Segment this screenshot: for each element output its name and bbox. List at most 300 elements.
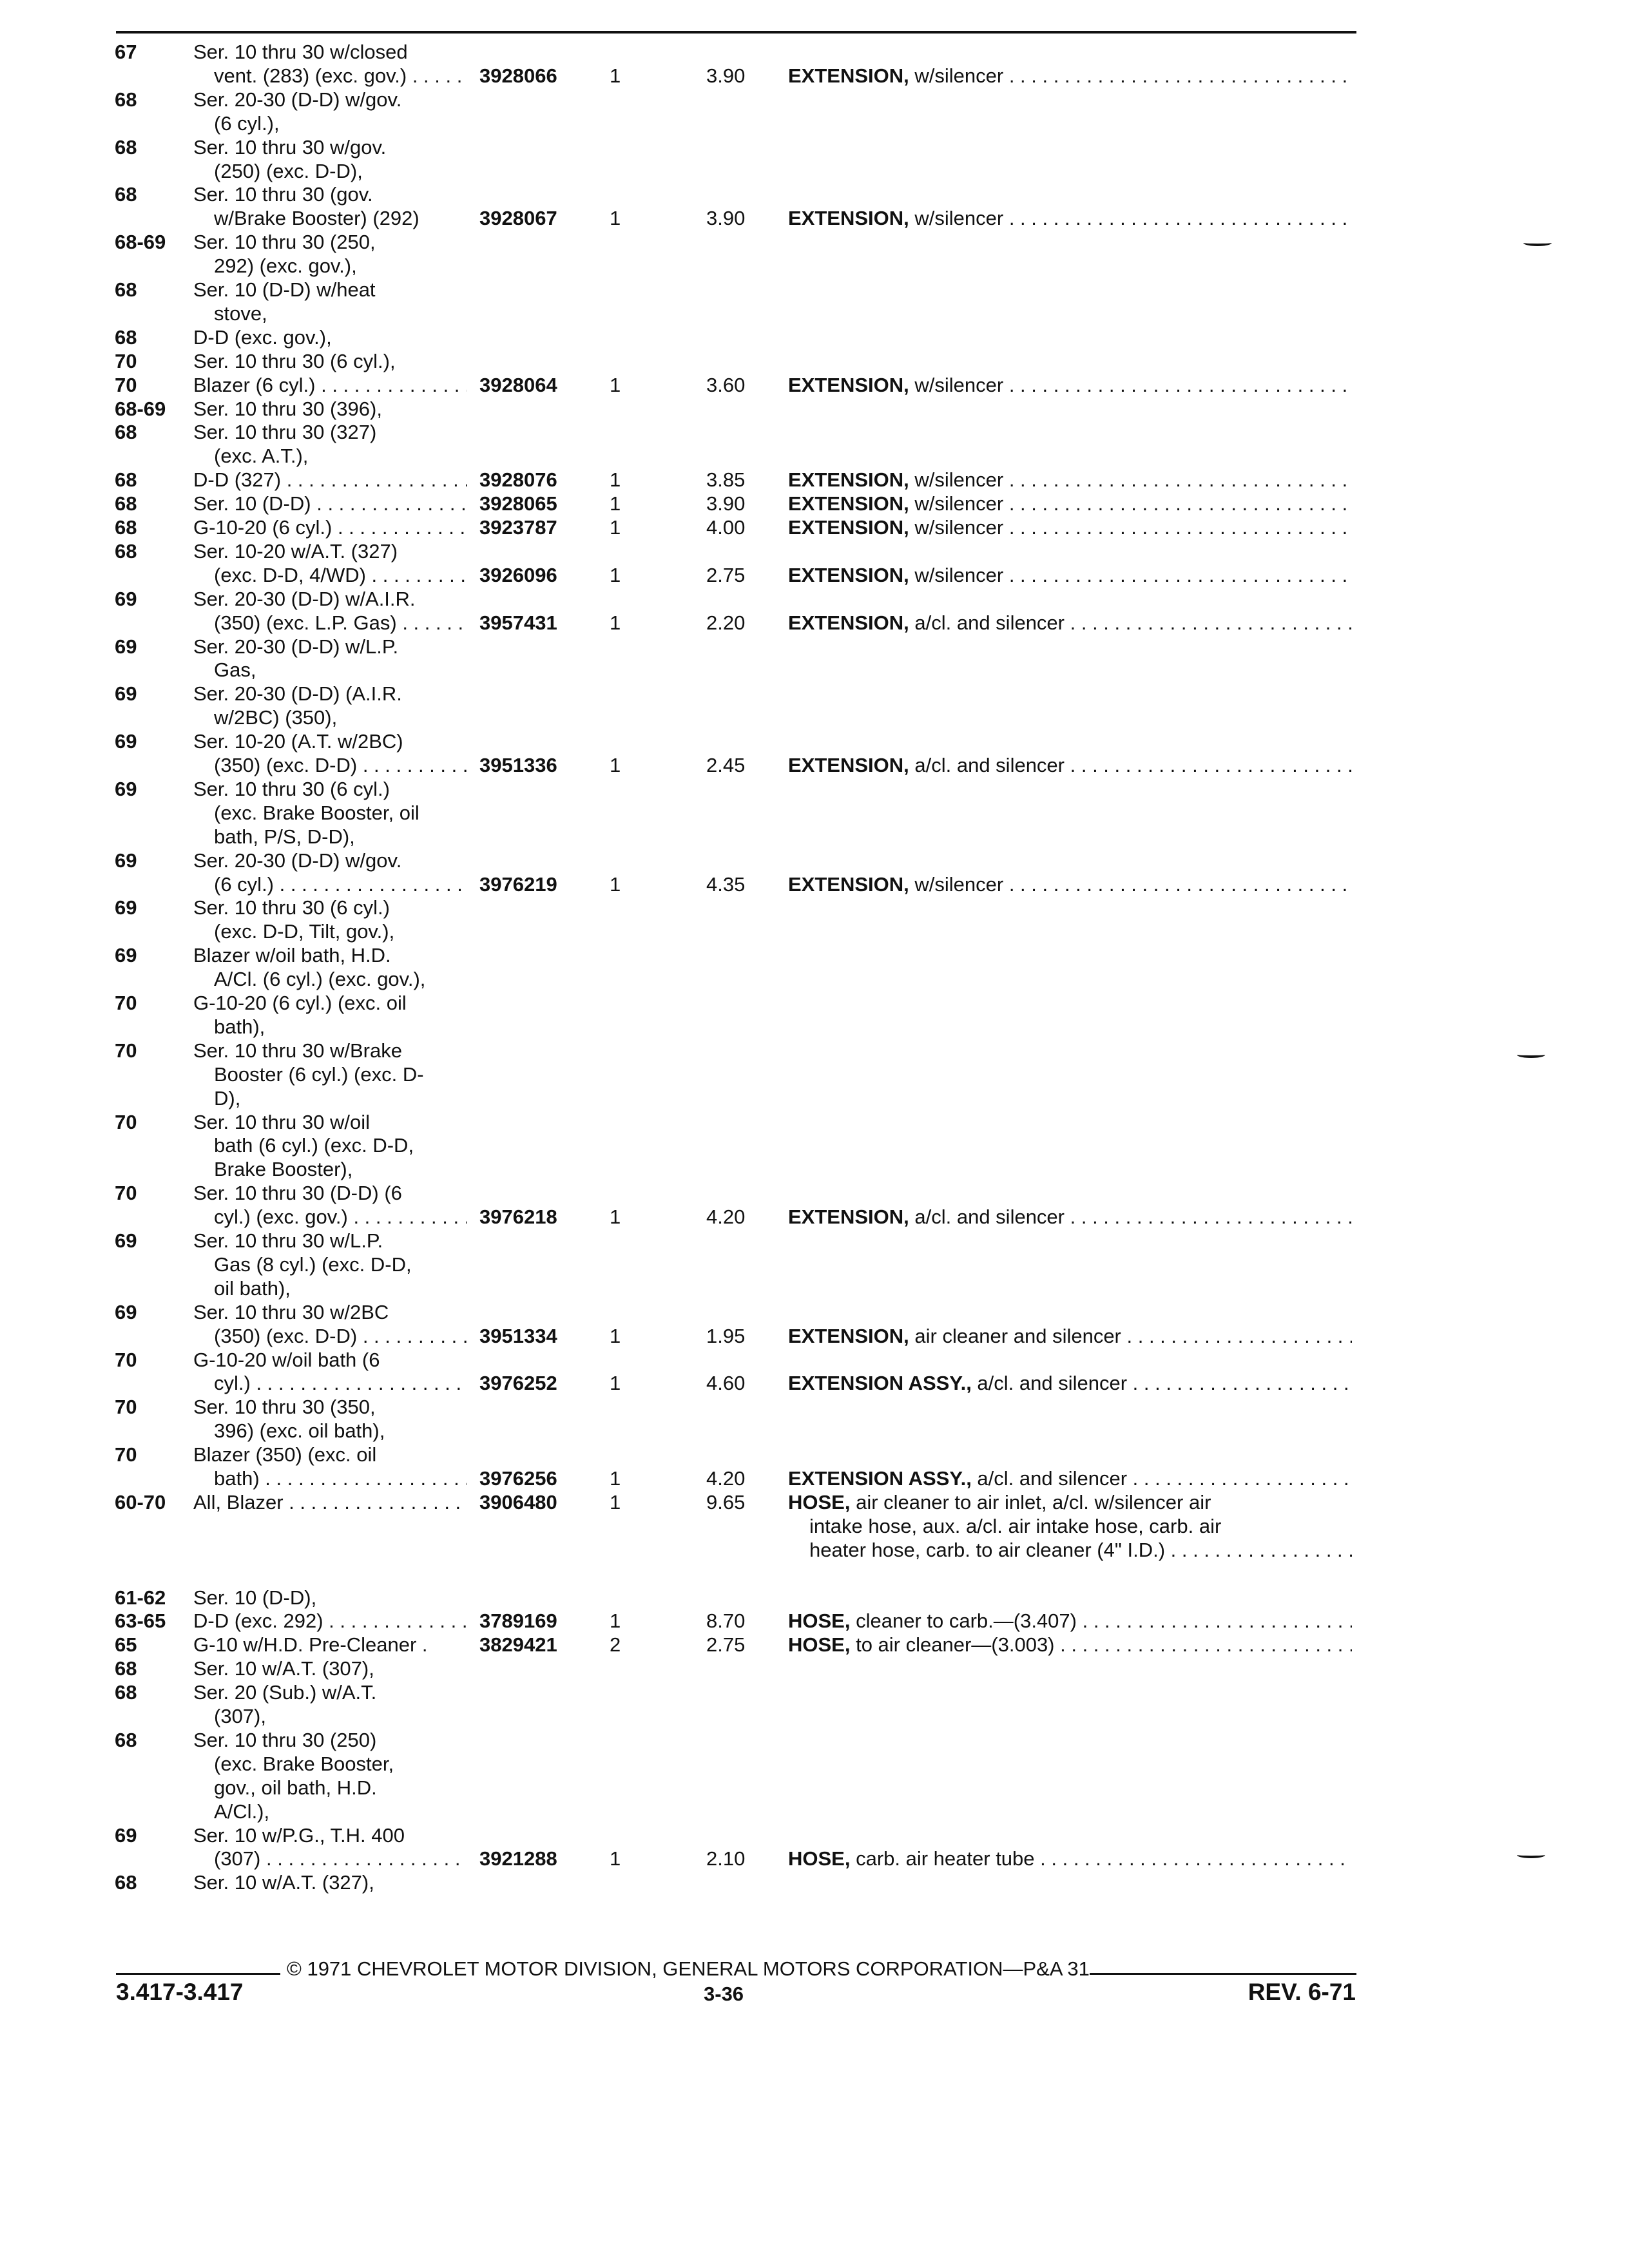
application-description: Ser. 10 thru 30 (6 cyl.),	[193, 349, 396, 372]
application-description: D-D (exc. 292) . . .	[193, 1609, 467, 1633]
entry-line	[0, 753, 1629, 777]
part-number: 3976219	[479, 872, 557, 896]
part-name-keyword: HOSE,	[788, 1490, 851, 1514]
part-name	[788, 1633, 1352, 1657]
part-name	[788, 468, 1352, 492]
price: 4.00	[706, 516, 746, 539]
price: 2.10	[706, 1847, 746, 1870]
application-description-continued: A/Cl.),	[214, 1800, 270, 1823]
entry-line	[0, 729, 1629, 753]
quantity: 1	[610, 1324, 621, 1347]
model-year: 68	[115, 183, 137, 206]
application-description: Ser. 10 thru 30 w/gov.	[193, 135, 387, 159]
model-year: 65	[115, 1633, 137, 1657]
price: 4.35	[706, 872, 746, 896]
application-description: All, Blazer . . .	[193, 1490, 467, 1514]
application-description: Ser. 10 w/A.T. (307),	[193, 1657, 374, 1680]
entry-line	[0, 302, 1629, 325]
model-year: 69	[115, 730, 137, 753]
quantity: 1	[610, 872, 621, 896]
application-description: G-10-20 w/oil bath (6	[193, 1348, 380, 1371]
part-name	[788, 1205, 1352, 1229]
entry-line	[0, 1039, 1629, 1062]
application-description: Ser. 10 thru 30 (6 cyl.)	[193, 777, 390, 800]
part-name-keyword: EXTENSION,	[788, 64, 909, 87]
model-year: 70	[115, 992, 137, 1014]
quantity: 1	[610, 1610, 621, 1633]
entry-line	[0, 159, 1629, 183]
entry-line	[0, 40, 1629, 64]
model-year: 67	[115, 41, 137, 63]
model-year: 63-65	[115, 1610, 166, 1633]
entry-line	[0, 206, 1629, 230]
entry-line	[0, 539, 1629, 563]
model-year: 68	[115, 1657, 137, 1680]
application-description: Ser. 10 (D-D) . . .	[193, 492, 467, 515]
part-name-detail: w/silencer	[909, 516, 1004, 539]
quantity: 1	[610, 563, 621, 586]
margin-tick-mark	[1523, 240, 1552, 246]
part-name-keyword: EXTENSION,	[788, 373, 909, 396]
part-name	[788, 753, 1352, 777]
application-description: Blazer (6 cyl.) . . .	[193, 373, 467, 397]
price: 1.95	[706, 1324, 746, 1347]
entry-line	[0, 1205, 1629, 1229]
model-year: 70	[115, 1443, 137, 1466]
quantity: 1	[610, 1372, 621, 1395]
entry-line	[0, 1110, 1629, 1134]
part-number: 3928064	[479, 373, 557, 396]
quantity: 1	[610, 64, 621, 87]
part-name-detail: air cleaner and silencer	[909, 1324, 1121, 1347]
entry-line	[0, 1800, 1629, 1823]
model-year: 70	[115, 1348, 137, 1371]
entry-line	[0, 1704, 1629, 1728]
application-description-continued: D),	[214, 1086, 241, 1110]
part-name	[788, 373, 1352, 397]
application-description: Ser. 10 w/P.G., T.H. 400	[193, 1823, 405, 1847]
entry-line	[0, 1609, 1629, 1633]
part-name-detail: cleaner to carb.—(3.407)	[850, 1610, 1077, 1633]
application-description-continued: (307) . . .	[214, 1847, 467, 1870]
quantity: 1	[610, 1490, 621, 1514]
entry-line	[0, 444, 1629, 468]
model-year: 68	[115, 492, 137, 515]
model-year: 70	[115, 1182, 137, 1205]
part-name	[788, 492, 1352, 515]
entry-line	[0, 1680, 1629, 1704]
part-number: 3928067	[479, 207, 557, 230]
part-name	[788, 206, 1352, 230]
copyright-line	[116, 1957, 1356, 1981]
application-description: Ser. 10 thru 30 w/Brake	[193, 1039, 402, 1062]
entry-line	[0, 1870, 1629, 1894]
part-name-detail: w/silencer	[909, 492, 1004, 515]
entry-line	[0, 1633, 1629, 1657]
entry-line	[0, 1586, 1629, 1610]
part-name-keyword: EXTENSION,	[788, 516, 909, 539]
application-description: Ser. 20-30 (D-D) w/gov.	[193, 849, 402, 872]
application-description: Blazer (350) (exc. oil	[193, 1443, 377, 1466]
entry-line	[0, 1371, 1629, 1395]
part-name-keyword: EXTENSION ASSY.,	[788, 1467, 972, 1490]
quantity: 1	[610, 611, 621, 634]
part-number: 3928076	[479, 468, 557, 492]
entry-line	[0, 1823, 1629, 1847]
model-year: 68	[115, 88, 137, 111]
application-description-continued: bath),	[214, 1015, 265, 1038]
part-name-continued: heater hose, carb. to air cleaner (4" I.D.) . . .	[809, 1538, 1352, 1562]
application-description-continued: cyl.) (exc. gov.) . . .	[214, 1205, 467, 1229]
application-description: Ser. 10 thru 30 (250,	[193, 231, 376, 254]
part-name-continued: intake hose, aux. a/cl. air intake hose, carb. air	[809, 1514, 1222, 1537]
entry-line	[0, 967, 1629, 991]
entry-line	[0, 254, 1629, 278]
model-year: 68-69	[115, 231, 166, 254]
quantity: 1	[610, 1206, 621, 1229]
application-description-continued: (exc. D-D, Tilt, gov.),	[214, 920, 395, 943]
entry-line	[0, 492, 1629, 515]
part-name	[788, 64, 1352, 88]
application-description-continued: A/Cl. (6 cyl.) (exc. gov.),	[214, 968, 426, 991]
part-number: 3921288	[479, 1847, 557, 1870]
entry-line	[0, 587, 1629, 611]
application-description: Ser. 20 (Sub.) w/A.T.	[193, 1681, 377, 1704]
part-name-detail: air cleaner to air inlet, a/cl. w/silencer air	[850, 1490, 1211, 1514]
entry-line	[0, 349, 1629, 373]
model-year: 69	[115, 587, 137, 610]
application-description-continued: (exc. D-D, 4/WD) . . .	[214, 563, 467, 587]
entry-line	[0, 1300, 1629, 1324]
application-description-continued: (350) (exc. D-D) . . .	[214, 753, 467, 777]
model-year: 69	[115, 1300, 137, 1323]
part-name-detail: w/silencer	[909, 872, 1004, 896]
application-description: Ser. 20-30 (D-D) w/A.I.R.	[193, 587, 416, 610]
model-year: 70	[115, 373, 137, 396]
entry-line	[0, 1419, 1629, 1443]
price: 3.90	[706, 207, 746, 230]
model-year: 61-62	[115, 1586, 166, 1609]
application-description: Ser. 10 thru 30 w/L.P.	[193, 1229, 383, 1252]
application-description-continued: 396) (exc. oil bath),	[214, 1419, 385, 1443]
application-description: G-10-20 (6 cyl.) (exc. oil	[193, 992, 407, 1014]
price: 3.90	[706, 492, 746, 515]
entry-line	[0, 1133, 1629, 1157]
application-description-continued: bath, P/S, D-D),	[214, 825, 355, 848]
entry-line	[0, 849, 1629, 872]
entry-line	[0, 1324, 1629, 1348]
part-number: 3928065	[479, 492, 557, 515]
entry-line	[0, 1348, 1629, 1372]
quantity: 1	[610, 516, 621, 539]
quantity: 1	[610, 492, 621, 515]
quantity: 2	[610, 1633, 621, 1657]
part-name	[788, 1609, 1352, 1633]
entry-line	[0, 706, 1629, 729]
entry-line	[0, 563, 1629, 587]
part-name-keyword: EXTENSION,	[788, 492, 909, 515]
part-number: 3928066	[479, 64, 557, 87]
part-name-detail: w/silencer	[909, 373, 1004, 396]
application-description: Ser. 10 thru 30 w/oil	[193, 1110, 370, 1133]
model-year: 68	[115, 278, 137, 301]
entry-line	[0, 420, 1629, 444]
application-description: Ser. 10 thru 30 (250)	[193, 1728, 377, 1751]
model-year: 68	[115, 1871, 137, 1894]
model-year: 68-69	[115, 397, 166, 420]
part-name	[788, 1466, 1352, 1490]
part-name-keyword: EXTENSION,	[788, 872, 909, 896]
price: 4.20	[706, 1467, 746, 1490]
part-name-keyword: EXTENSION,	[788, 1324, 909, 1347]
entry-line	[0, 1538, 1629, 1562]
application-description: Ser. 10 thru 30 (gov.	[193, 183, 373, 206]
model-year: 70	[115, 1396, 137, 1419]
model-year: 69	[115, 1229, 137, 1252]
application-description-continued: Brake Booster),	[214, 1158, 353, 1181]
part-number: 3789169	[479, 1610, 557, 1633]
entry-line	[0, 777, 1629, 801]
quantity: 1	[610, 754, 621, 776]
model-year: 69	[115, 682, 137, 706]
entry-line	[0, 1395, 1629, 1419]
part-name-detail: to air cleaner—(3.003)	[850, 1633, 1055, 1657]
application-description-continued: oil bath),	[214, 1276, 291, 1300]
entry-line	[0, 1466, 1629, 1490]
entry-line	[0, 1181, 1629, 1205]
entry-line	[0, 88, 1629, 111]
model-year: 68	[115, 468, 137, 492]
application-description: Ser. 10-20 (A.T. w/2BC)	[193, 730, 403, 753]
part-number: 3923787	[479, 516, 557, 539]
price: 3.85	[706, 468, 746, 492]
entry-line	[0, 515, 1629, 539]
entry-line	[0, 230, 1629, 254]
application-description-continued: Gas (8 cyl.) (exc. D-D,	[214, 1253, 412, 1276]
application-description: Ser. 10 (D-D) w/heat	[193, 278, 376, 301]
part-name-keyword: EXTENSION,	[788, 611, 909, 634]
application-description: Ser. 10 thru 30 (D-D) (6	[193, 1182, 402, 1205]
part-name	[788, 1490, 1352, 1514]
part-name	[788, 1324, 1352, 1348]
entry-line	[0, 397, 1629, 421]
application-description: Blazer w/oil bath, H.D.	[193, 944, 391, 967]
application-description: G-10-20 (6 cyl.) . . .	[193, 515, 467, 539]
entry-line	[0, 872, 1629, 896]
application-description-continued: (350) (exc. D-D) . . .	[214, 1324, 467, 1348]
quantity: 1	[610, 1847, 621, 1870]
application-description: Ser. 10 thru 30 w/2BC	[193, 1300, 389, 1323]
copyright-text: © 1971 CHEVROLET MOTOR DIVISION, GENERAL MOTORS CORPORATION—P&A 31	[287, 1957, 1090, 1980]
part-name-detail: a/cl. and silencer	[971, 1372, 1128, 1395]
application-description-continued: bath) . . .	[214, 1466, 467, 1490]
margin-tick-mark	[1517, 1852, 1545, 1858]
application-description: Ser. 10 thru 30 (6 cyl.)	[193, 896, 390, 919]
entry-line	[0, 468, 1629, 492]
part-name-detail: a/cl. and silencer	[971, 1467, 1128, 1490]
application-description: Ser. 20-30 (D-D) w/gov.	[193, 88, 402, 111]
application-description-continued: cyl.) . . .	[214, 1371, 467, 1395]
model-year: 69	[115, 1823, 137, 1847]
application-description: Ser. 10 (D-D),	[193, 1586, 317, 1609]
entry-line	[0, 1657, 1629, 1680]
entry-line	[0, 919, 1629, 943]
footer-rule-right	[1090, 1961, 1356, 1975]
quantity: 1	[610, 468, 621, 492]
entry-line	[0, 1443, 1629, 1466]
model-year: 68	[115, 1728, 137, 1751]
application-description-continued: Booster (6 cyl.) (exc. D-	[214, 1062, 424, 1086]
application-description-continued: bath (6 cyl.) (exc. D-D,	[214, 1134, 414, 1157]
model-year: 69	[115, 849, 137, 872]
application-description-continued: (307),	[214, 1705, 266, 1727]
part-name-keyword: HOSE,	[788, 1633, 851, 1657]
entry-line	[0, 1490, 1629, 1514]
entry-line	[0, 896, 1629, 919]
model-year: 70	[115, 1039, 137, 1062]
quantity: 1	[610, 207, 621, 230]
entry-line	[0, 1253, 1629, 1276]
part-number: 3951334	[479, 1324, 557, 1347]
footer-rule-left	[116, 1961, 280, 1975]
part-name-keyword: EXTENSION,	[788, 754, 909, 776]
part-name-keyword: EXTENSION,	[788, 563, 909, 586]
entry-line	[0, 825, 1629, 849]
application-description: Ser. 20-30 (D-D) (A.I.R.	[193, 682, 402, 706]
entry-line	[0, 991, 1629, 1015]
price: 8.70	[706, 1610, 746, 1633]
entry-line	[0, 801, 1629, 825]
entry-line	[0, 635, 1629, 658]
part-number: 3906480	[479, 1490, 557, 1514]
application-description: Ser. 10 thru 30 (327)	[193, 421, 377, 444]
part-name-keyword: EXTENSION,	[788, 207, 909, 230]
entry-line	[0, 1752, 1629, 1776]
application-description-continued: (exc. Brake Booster, oil	[214, 801, 419, 824]
part-name-detail: w/silencer	[909, 468, 1004, 492]
part-name-keyword: EXTENSION,	[788, 468, 909, 492]
model-year: 69	[115, 896, 137, 919]
model-year: 68	[115, 516, 137, 539]
application-description-continued: (250) (exc. D-D),	[214, 159, 363, 182]
model-year: 70	[115, 349, 137, 372]
application-description: Ser. 10 w/A.T. (327),	[193, 1871, 374, 1894]
model-year: 69	[115, 777, 137, 800]
revision-label: REV. 6-71	[1248, 1979, 1356, 2005]
price: 2.20	[706, 611, 746, 634]
price: 9.65	[706, 1490, 746, 1514]
application-description-continued: (exc. Brake Booster,	[214, 1752, 394, 1775]
part-number: 3957431	[479, 611, 557, 634]
model-year: 69	[115, 635, 137, 658]
model-year: 68	[115, 539, 137, 562]
entry-line	[0, 182, 1629, 206]
part-name-detail: a/cl. and silencer	[909, 754, 1065, 776]
entry-line	[0, 1847, 1629, 1870]
part-name	[788, 563, 1352, 587]
application-description: Ser. 20-30 (D-D) w/L.P.	[193, 635, 399, 658]
part-name-detail: w/silencer	[909, 563, 1004, 586]
part-number: 3976218	[479, 1206, 557, 1229]
entry-line	[0, 135, 1629, 159]
application-description-continued: w/2BC) (350),	[214, 706, 338, 729]
part-number: 3829421	[479, 1633, 557, 1657]
entry-line	[0, 64, 1629, 88]
part-name	[788, 872, 1352, 896]
part-number: 3976256	[479, 1467, 557, 1490]
top-rule	[116, 31, 1356, 34]
application-description: Ser. 10-20 w/A.T. (327)	[193, 539, 398, 562]
entry-line	[0, 1015, 1629, 1039]
page-number: 3-36	[704, 1983, 744, 2005]
entry-line	[0, 1776, 1629, 1800]
part-name-keyword: EXTENSION,	[788, 1206, 909, 1229]
part-name	[788, 1847, 1352, 1870]
entry-line	[0, 658, 1629, 682]
entry-line	[0, 611, 1629, 635]
model-year: 70	[115, 1110, 137, 1133]
model-year: 68	[115, 1681, 137, 1704]
application-description-continued: vent. (283) (exc. gov.) . . .	[214, 64, 467, 88]
application-description-continued: 292) (exc. gov.),	[214, 255, 357, 278]
entry-line	[0, 373, 1629, 397]
margin-tick-mark	[1517, 1052, 1545, 1058]
application-description-continued: Gas,	[214, 658, 256, 682]
part-name-detail: w/silencer	[909, 207, 1004, 230]
entry-line	[0, 325, 1629, 349]
price: 4.20	[706, 1206, 746, 1229]
price: 2.75	[706, 1633, 746, 1657]
part-number: 3926096	[479, 563, 557, 586]
entry-line	[0, 682, 1629, 706]
entry-line	[0, 1157, 1629, 1181]
price: 3.60	[706, 373, 746, 396]
application-description-continued: (6 cyl.) . . .	[214, 872, 467, 896]
entry-line	[0, 943, 1629, 967]
application-description: Ser. 10 thru 30 w/closed	[193, 41, 408, 63]
part-name	[788, 515, 1352, 539]
model-year: 68	[115, 421, 137, 444]
application-description-continued: w/Brake Booster) (292)	[214, 207, 419, 230]
entry-line	[0, 1086, 1629, 1110]
application-description-continued: (exc. A.T.),	[214, 445, 309, 468]
entry-line	[0, 1514, 1629, 1538]
part-name	[788, 1371, 1352, 1395]
model-year: 68	[115, 135, 137, 159]
application-description-continued: (350) (exc. L.P. Gas) . . .	[214, 611, 467, 635]
part-number: 3951336	[479, 754, 557, 776]
part-number: 3976252	[479, 1372, 557, 1395]
part-name-detail: a/cl. and silencer	[909, 1206, 1065, 1229]
price: 4.60	[706, 1372, 746, 1395]
price: 2.75	[706, 563, 746, 586]
application-description: D-D (exc. gov.),	[193, 325, 332, 349]
entry-line	[0, 278, 1629, 302]
part-name-detail: w/silencer	[909, 64, 1004, 87]
quantity: 1	[610, 373, 621, 396]
model-year: 69	[115, 944, 137, 967]
model-year: 68	[115, 325, 137, 349]
entry-line	[0, 1229, 1629, 1253]
part-name-keyword: HOSE,	[788, 1610, 851, 1633]
entry-line	[0, 1276, 1629, 1300]
part-name-keyword: HOSE,	[788, 1847, 851, 1870]
application-description-continued: stove,	[214, 302, 267, 325]
application-description-continued: (6 cyl.),	[214, 111, 280, 135]
price: 2.45	[706, 754, 746, 776]
model-year: 60-70	[115, 1490, 166, 1514]
quantity: 1	[610, 1467, 621, 1490]
